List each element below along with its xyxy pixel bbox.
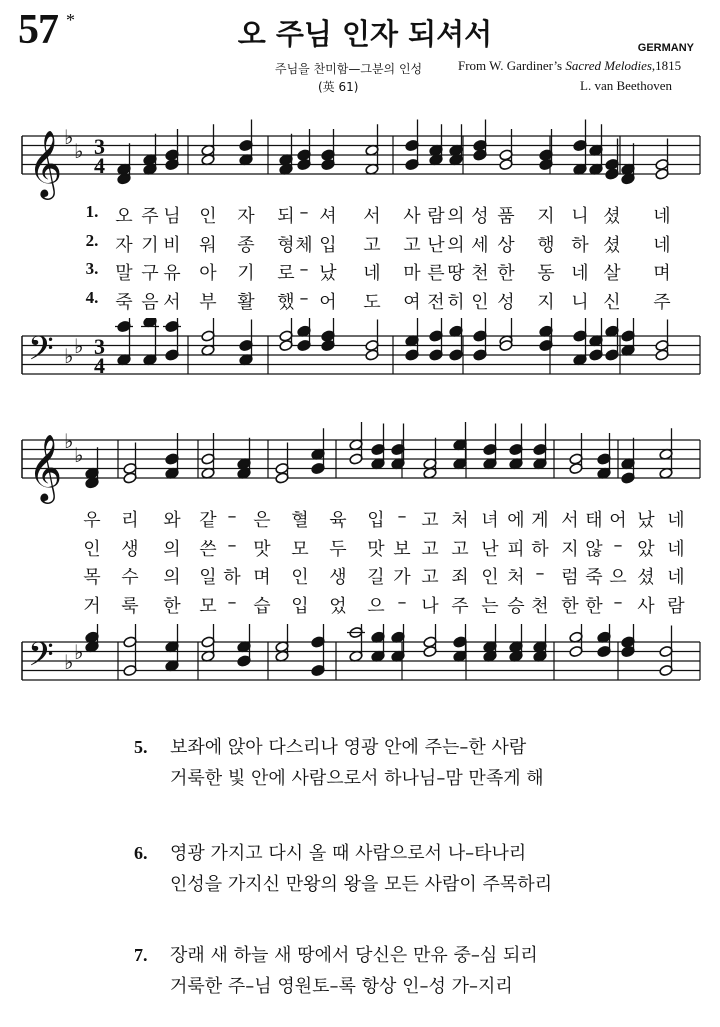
lyric-syllable: – — [299, 259, 309, 280]
lyric-syllable: 며 — [253, 567, 271, 588]
lyric-syllable: 여 — [403, 291, 421, 313]
lyric-syllable: 거 — [83, 595, 101, 617]
stanza-number: 5. — [134, 737, 148, 757]
hymn-number: 57 — [18, 7, 58, 53]
lyric-syllable: 어 — [609, 510, 627, 531]
lyric-syllable: 음 — [141, 291, 159, 313]
lyric-syllable: 니 — [571, 291, 589, 313]
lyric-syllable: 서 — [163, 291, 181, 313]
lyric-syllable: 서 — [363, 206, 381, 227]
verse-number: 4. — [85, 287, 99, 307]
lyric-syllable: 네 — [653, 206, 671, 227]
stanza-number: 7. — [134, 945, 148, 965]
stanza-line: 영광 가지고 다시 올 때 사람으로서 나–타나리 — [170, 843, 527, 864]
lyric-syllable: 고 — [363, 234, 381, 256]
lyric-line — [0, 288, 720, 312]
lyric-syllable: 인 — [471, 291, 489, 313]
lyric-syllable: 종 — [237, 234, 255, 256]
lyric-syllable: 네 — [667, 567, 685, 588]
lyric-syllable: 인 — [83, 538, 101, 560]
key-flat-b: ♭ — [64, 344, 74, 368]
lyric-syllable: 맛 — [367, 538, 385, 560]
lyric-syllable: 성 — [497, 291, 515, 313]
lyric-syllable: 쓴 — [199, 538, 217, 560]
key-flat-e: ♭ — [74, 139, 84, 163]
lyric-syllable: 셨 — [637, 567, 655, 588]
lyric-syllable: 으 — [609, 567, 627, 588]
composer-credit: L. van Beethoven — [580, 78, 673, 93]
lyric-syllable: 죄 — [451, 567, 469, 588]
lyric-syllable: 한 — [585, 595, 603, 617]
lyric-syllable: 녀 — [481, 510, 499, 531]
lyric-syllable: 같 — [199, 510, 217, 531]
lyric-syllable: 룩 — [121, 595, 139, 617]
lyric-syllable: 아 — [199, 263, 217, 284]
lyric-syllable: 하 — [531, 538, 549, 560]
source-prefix: From W. Gardiner’s — [458, 58, 566, 73]
lyric-line — [0, 231, 720, 255]
lyric-syllable: 혈 — [291, 510, 309, 531]
lyric-syllable: – — [535, 563, 545, 584]
lyric-syllable: 수 — [121, 567, 139, 588]
lyric-syllable: 마 — [403, 263, 421, 284]
lyric-syllable: 땅 — [447, 263, 465, 284]
lyric-syllable: 어 — [319, 291, 337, 313]
lyric-syllable: 었 — [329, 595, 347, 617]
key-flat-e: ♭ — [74, 443, 84, 467]
lyric-syllable: 죽 — [585, 567, 603, 588]
lyric-syllable: 와 — [163, 510, 181, 531]
hymn-mark: * — [66, 10, 75, 30]
stanza-number: 6. — [134, 843, 148, 863]
stanza-line: 거룩한 빛 안에 사람으로서 하나님–맘 만족게 해 — [170, 768, 544, 789]
lyric-syllable: 인 — [291, 567, 309, 588]
lyric-syllable: 부 — [199, 291, 217, 313]
lyric-syllable: 천 — [531, 595, 549, 617]
lyric-syllable: 고 — [403, 234, 421, 256]
lyric-syllable: 유 — [163, 263, 181, 284]
lyric-syllable: 셨 — [603, 234, 621, 256]
lyric-syllable: 고 — [451, 538, 469, 560]
system2-bass-staff — [0, 624, 720, 714]
lyric-syllable: – — [613, 591, 623, 613]
lyric-syllable: 육 — [329, 510, 347, 531]
system1-bass-staff — [0, 318, 720, 408]
lyric-syllable: 며 — [653, 263, 671, 284]
lyric-syllable: 처 — [451, 510, 469, 531]
lyric-syllable: 히 — [447, 291, 465, 313]
lyric-syllable: 가 — [393, 567, 411, 588]
lyric-syllable: 주 — [451, 595, 469, 617]
lyric-syllable: 두 — [329, 538, 347, 560]
lyric-line — [0, 506, 720, 530]
time-sig-bottom: 4 — [94, 153, 105, 178]
lyric-syllable: 인 — [481, 567, 499, 588]
lyric-syllable: 주 — [141, 206, 159, 227]
bass-clef: 𝄢 — [28, 636, 54, 682]
lyric-syllable: 네 — [653, 234, 671, 256]
lyric-syllable: 자 — [237, 206, 255, 227]
lyric-syllable: 은 — [253, 510, 271, 531]
key-flat-b: ♭ — [64, 650, 74, 674]
lyric-syllable: – — [299, 202, 309, 223]
lyric-syllable: 행 — [537, 234, 555, 256]
key-flat-b: ♭ — [64, 429, 74, 453]
lyric-syllable: 의 — [447, 234, 465, 256]
lyric-syllable: 았 — [637, 538, 655, 560]
source-year: ,1815 — [651, 58, 682, 73]
lyric-syllable: 맛 — [253, 538, 271, 560]
lyric-syllable: 피 — [507, 538, 525, 560]
lyric-syllable: 성 — [471, 206, 489, 227]
verse-number: 3. — [85, 259, 99, 278]
lyric-syllable: 네 — [667, 538, 685, 560]
lyric-syllable: 람 — [427, 206, 445, 227]
lyric-syllable: 신 — [603, 291, 621, 313]
lyric-syllable: 한 — [497, 263, 515, 284]
lyric-syllable: 는 — [481, 595, 499, 617]
lyric-line — [0, 563, 720, 587]
system2-treble-staff — [0, 422, 720, 512]
lyric-syllable: 승 — [507, 595, 525, 617]
stanza-line: 인성을 가지신 만왕의 왕을 모든 사람이 주목하리 — [170, 874, 553, 895]
lyric-syllable: 활 — [237, 291, 255, 313]
lyric-syllable: 습 — [253, 595, 271, 617]
lyric-syllable: – — [397, 591, 407, 613]
lyric-syllable: 게 — [531, 510, 549, 531]
lyric-syllable: – — [227, 506, 237, 527]
lyric-syllable: 체 — [295, 234, 313, 256]
key-flat-e: ♭ — [74, 334, 84, 358]
lyric-syllable: 셔 — [319, 206, 337, 227]
lyric-syllable: 기 — [237, 263, 255, 284]
lyric-syllable: – — [613, 534, 623, 556]
lyric-syllable: 입 — [291, 595, 309, 617]
stanza-line: 거룩한 주–님 영원토–록 항상 인–성 가–지리 — [170, 976, 513, 997]
lyric-syllable: 오 — [115, 206, 133, 227]
lyric-syllable: 되 — [277, 206, 295, 227]
lyric-syllable: 천 — [471, 263, 489, 284]
lyric-syllable: 일 — [199, 567, 217, 588]
treble-clef: 𝄞 — [28, 433, 63, 501]
lyric-syllable: 네 — [667, 510, 685, 531]
lyric-syllable: 했 — [277, 291, 295, 313]
lyric-syllable: 형 — [277, 234, 295, 256]
lyric-syllable: 입 — [367, 510, 385, 531]
lyric-syllable: 니 — [571, 206, 589, 227]
lyric-syllable: 인 — [199, 206, 217, 227]
lyric-syllable: 비 — [163, 234, 181, 256]
lyric-syllable: 나 — [421, 595, 439, 617]
source-book: Sacred Melodies — [565, 58, 652, 73]
lyric-syllable: 모 — [199, 595, 217, 617]
time-sig-top: 3 — [94, 134, 105, 159]
lyric-syllable: 동 — [537, 263, 555, 284]
lyric-syllable: 한 — [561, 595, 579, 617]
verse-number: 1. — [85, 202, 99, 221]
lyric-syllable: 났 — [319, 263, 337, 284]
stanza-line: 장래 새 하늘 새 땅에서 당신은 만유 중–심 되리 — [170, 945, 538, 966]
lyric-syllable: 고 — [421, 510, 439, 531]
bass-clef: 𝄢 — [28, 330, 54, 376]
key-flat-b: ♭ — [64, 125, 74, 149]
lyric-syllable: 태 — [585, 510, 603, 531]
lyric-syllable: – — [397, 506, 407, 527]
time-sig-bottom: 4 — [94, 353, 105, 378]
system1-treble-staff — [0, 118, 720, 208]
key-flat-e: ♭ — [74, 640, 84, 664]
english-reference: (英 61) — [318, 80, 359, 94]
lyric-syllable: 의 — [447, 206, 465, 227]
lyric-syllable: 생 — [329, 567, 347, 588]
lyric-line — [0, 259, 720, 283]
lyric-syllable: 하 — [223, 567, 241, 588]
lyric-syllable: – — [299, 287, 309, 309]
lyric-line — [0, 592, 720, 616]
lyric-syllable: 목 — [83, 567, 101, 588]
lyric-syllable: 우 — [83, 510, 101, 531]
lyric-syllable: 님 — [163, 206, 181, 227]
lyric-syllable: 자 — [115, 234, 133, 256]
lyric-syllable: 입 — [319, 234, 337, 256]
lyric-syllable: 기 — [141, 234, 159, 256]
lyric-syllable: 하 — [571, 234, 589, 256]
lyric-syllable: 품 — [497, 206, 515, 227]
lyric-syllable: 네 — [571, 263, 589, 284]
lyric-syllable: 않 — [585, 538, 603, 560]
lyric-syllable: 사 — [637, 595, 655, 617]
time-sig-top: 3 — [94, 334, 105, 359]
lyric-syllable: 생 — [121, 538, 139, 560]
verse-number: 2. — [85, 230, 99, 250]
lyric-syllable: 죽 — [115, 291, 133, 313]
lyric-syllable: 고 — [421, 538, 439, 560]
lyric-syllable: 한 — [163, 595, 181, 617]
lyric-syllable: 지 — [537, 206, 555, 227]
lyric-syllable: 으 — [367, 595, 385, 617]
lyric-syllable: 전 — [427, 291, 445, 313]
lyric-syllable: 에 — [507, 510, 525, 531]
lyric-syllable: 세 — [471, 234, 489, 256]
lyric-syllable: 사 — [403, 206, 421, 227]
lyric-syllable: 워 — [199, 234, 217, 256]
lyric-syllable: – — [227, 534, 237, 556]
lyric-syllable: 셨 — [603, 206, 621, 227]
lyric-syllable: 말 — [115, 263, 133, 284]
hymn-title: 오 주님 인자 되셔서 — [237, 17, 493, 51]
lyric-syllable: 리 — [121, 510, 139, 531]
stanza-line: 보좌에 앉아 다스리나 영광 안에 주는–한 사람 — [170, 737, 527, 758]
lyric-syllable: 람 — [667, 595, 685, 617]
source-credit — [458, 58, 681, 74]
lyric-syllable: 났 — [637, 510, 655, 531]
lyric-syllable: 른 — [427, 263, 445, 284]
lyric-syllable: 모 — [291, 538, 309, 560]
lyric-line — [0, 535, 720, 559]
lyric-syllable: 지 — [537, 291, 555, 313]
lyric-syllable: – — [227, 591, 237, 613]
lyric-syllable: 네 — [363, 263, 381, 284]
lyric-syllable: 보 — [393, 538, 411, 560]
lyric-syllable: 난 — [427, 234, 445, 256]
lyric-syllable: 처 — [507, 567, 525, 588]
lyric-syllable: 서 — [561, 510, 579, 531]
lyric-syllable: 의 — [163, 538, 181, 560]
lyric-syllable: 지 — [561, 538, 579, 560]
lyric-syllable: 의 — [163, 567, 181, 588]
lyric-syllable: 고 — [421, 567, 439, 588]
lyric-line — [0, 202, 720, 226]
lyric-syllable: 살 — [603, 263, 621, 284]
lyric-syllable: 구 — [141, 263, 159, 284]
lyric-syllable: 로 — [277, 263, 295, 284]
tune-name: GERMANY — [637, 42, 694, 54]
treble-clef: 𝄞 — [28, 129, 63, 197]
lyric-syllable: 길 — [367, 567, 385, 588]
lyric-syllable: 상 — [497, 234, 515, 256]
lyric-syllable: 난 — [481, 538, 499, 560]
lyric-syllable: 도 — [363, 291, 381, 313]
lyric-syllable: 럼 — [561, 567, 579, 588]
lyric-syllable: 주 — [653, 291, 671, 313]
hymn-subtitle: 주님을 찬미함—그분의 인성 — [275, 62, 423, 76]
